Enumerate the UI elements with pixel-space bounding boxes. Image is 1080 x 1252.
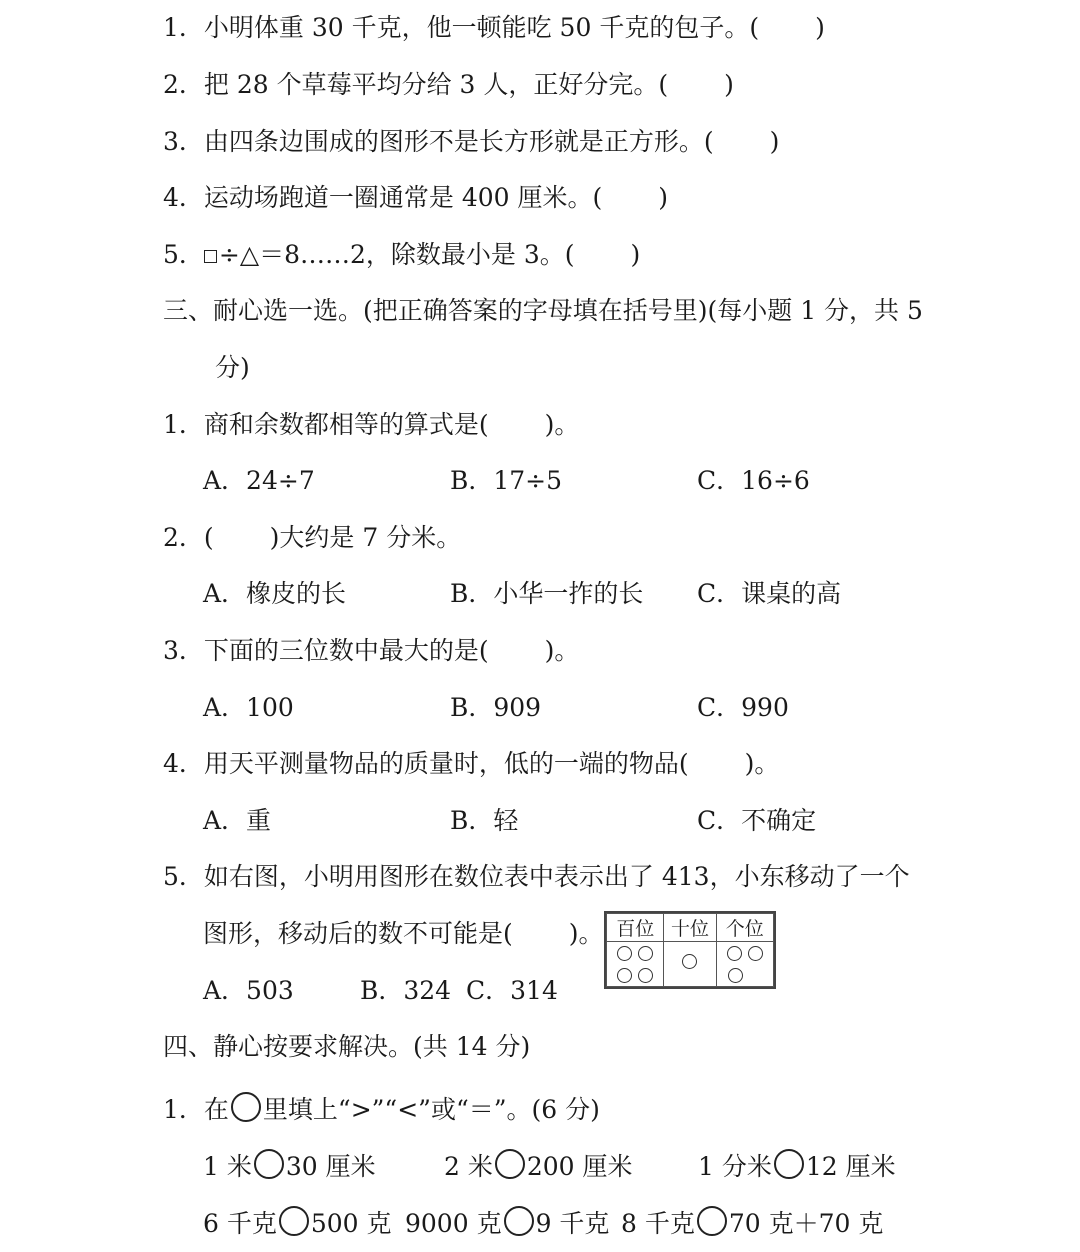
item-number: 2． — [163, 70, 204, 99]
item-text: 用天平测量物品的质量时，低的一端的物品( — [203, 749, 689, 778]
paren-close: )。 — [544, 636, 580, 665]
item-number: 3． — [163, 636, 204, 665]
circle-icon — [638, 946, 653, 961]
compare-left: 2 米 — [444, 1152, 493, 1181]
q2-option-b: B．小华一拃的长 — [450, 579, 644, 608]
circle-icon — [231, 1092, 261, 1122]
compare-right: 500 克 — [310, 1209, 392, 1238]
circle-icon — [617, 968, 632, 983]
compare-circle[interactable] — [774, 1149, 804, 1179]
compare-right: 200 厘米 — [526, 1152, 633, 1181]
item-number: 1． — [163, 13, 204, 42]
paren-close: ) — [815, 13, 825, 42]
compare-right: 9 千克 — [535, 1209, 610, 1238]
circle-icon — [682, 954, 697, 969]
paren-close: )大约是 7 分米。 — [269, 523, 462, 552]
item-text: 运动场跑道一圈通常是 400 厘米。( — [203, 183, 603, 212]
choice-q5 — [163, 861, 910, 893]
section3-title: 三、耐心选一选。(把正确答案的字母填在括号里)(每小题 1 分，共 5 — [163, 296, 923, 325]
judge-item-2 — [163, 69, 734, 101]
item-text: 由四条边围成的图形不是长方形就是正方形。( — [203, 127, 714, 156]
paren-close: ) — [724, 70, 734, 99]
item-number: 4． — [163, 183, 204, 212]
item-text: 小明体重 30 千克，他一顿能吃 50 千克的包子。( — [203, 13, 760, 42]
compare-5 — [405, 1206, 609, 1240]
item-number: 5． — [163, 862, 204, 891]
compare-2 — [444, 1149, 633, 1183]
compare-1 — [203, 1149, 376, 1183]
paren-close: )。 — [744, 749, 780, 778]
section4-title: 四、静心按要求解决。(共 14 分) — [163, 1032, 531, 1061]
judge-item-3 — [163, 126, 779, 158]
compare-4 — [203, 1206, 392, 1240]
q5-option-a: A．503 — [203, 976, 294, 1005]
compare-question — [163, 1092, 600, 1126]
item-number: 2． — [163, 523, 204, 552]
paren-close: ) — [658, 183, 669, 212]
compare-circle[interactable] — [254, 1149, 284, 1179]
q1-option-a: A．24÷7 — [203, 466, 315, 495]
compare-circle[interactable] — [495, 1149, 525, 1179]
compare-right: 12 厘米 — [805, 1152, 896, 1181]
cell-tens — [664, 942, 716, 987]
paren-close: )。 — [568, 919, 604, 948]
q3-option-b: B．909 — [450, 693, 542, 722]
q4-option-b: B．轻 — [450, 806, 519, 835]
section3-title-cont: 分) — [215, 353, 250, 382]
compare-left: 1 分米 — [698, 1152, 772, 1181]
circle-icon — [728, 968, 743, 983]
choice-q3 — [163, 635, 579, 667]
header-tens: 十位 — [664, 914, 716, 942]
choice-q2 — [163, 522, 461, 554]
circle-icon — [727, 946, 742, 961]
circle-icon — [638, 968, 653, 983]
item-number: 4． — [163, 749, 204, 778]
compare-circle[interactable] — [504, 1206, 534, 1236]
choice-q5-cont — [203, 918, 604, 950]
item-text: 图形，移动后的数不可能是( — [203, 919, 513, 948]
item-number: 1． — [163, 410, 204, 439]
place-value-table — [604, 911, 776, 989]
compare-3 — [698, 1149, 896, 1183]
circle-icon — [748, 946, 763, 961]
q4-option-a: A．重 — [203, 806, 272, 835]
item-text: 把 28 个草莓平均分给 3 人，正好分完。( — [203, 70, 669, 99]
cell-ones — [716, 942, 773, 987]
compare-6 — [621, 1206, 883, 1240]
item-text: 在 — [203, 1095, 229, 1124]
cell-hundreds — [607, 942, 664, 987]
circle-icon — [617, 946, 632, 961]
item-text: 如右图，小明用图形在数位表中表示出了 413，小东移动了一个 — [203, 862, 910, 891]
item-number: 3． — [163, 127, 204, 156]
item-text: 商和余数都相等的算式是( — [203, 410, 489, 439]
item-text: ( — [203, 523, 214, 552]
header-ones: 个位 — [716, 914, 773, 942]
compare-left: 6 千克 — [203, 1209, 277, 1238]
q2-option-a: A．橡皮的长 — [203, 579, 347, 608]
judge-item-5 — [163, 239, 640, 271]
judge-item-1 — [163, 12, 825, 44]
compare-left: 1 米 — [203, 1152, 252, 1181]
compare-right: 30 厘米 — [285, 1152, 376, 1181]
q5-option-b: B．324 — [360, 976, 452, 1005]
q4-option-c: C．不确定 — [697, 806, 817, 835]
item-text: 下面的三位数中最大的是( — [203, 636, 489, 665]
q2-option-c: C．课桌的高 — [697, 579, 842, 608]
compare-circle[interactable] — [697, 1206, 727, 1236]
paren-close: ) — [769, 127, 780, 156]
item-text: ÷△＝8……2，除数最小是 3。( — [218, 240, 575, 269]
q3-option-a: A．100 — [203, 693, 294, 722]
choice-q1 — [163, 409, 579, 441]
header-hundreds: 百位 — [607, 914, 664, 942]
compare-left: 9000 克 — [405, 1209, 502, 1238]
choice-q4 — [163, 748, 779, 780]
q1-option-c: C．16÷6 — [697, 466, 810, 495]
paren-close: )。 — [544, 410, 580, 439]
q3-option-c: C．990 — [697, 693, 789, 722]
item-text: 里填上“>”“<”或“＝”。(6 分) — [262, 1095, 600, 1124]
compare-circle[interactable] — [279, 1206, 309, 1236]
item-number: 5． — [163, 240, 204, 269]
paren-close: ) — [630, 240, 641, 269]
q5-option-c: C．314 — [466, 976, 558, 1005]
item-number: 1． — [163, 1095, 204, 1124]
compare-left: 8 千克 — [621, 1209, 695, 1238]
q1-option-b: B．17÷5 — [450, 466, 563, 495]
square-icon — [204, 250, 217, 263]
judge-item-4 — [163, 182, 668, 214]
compare-right: 70 克＋70 克 — [728, 1209, 884, 1238]
